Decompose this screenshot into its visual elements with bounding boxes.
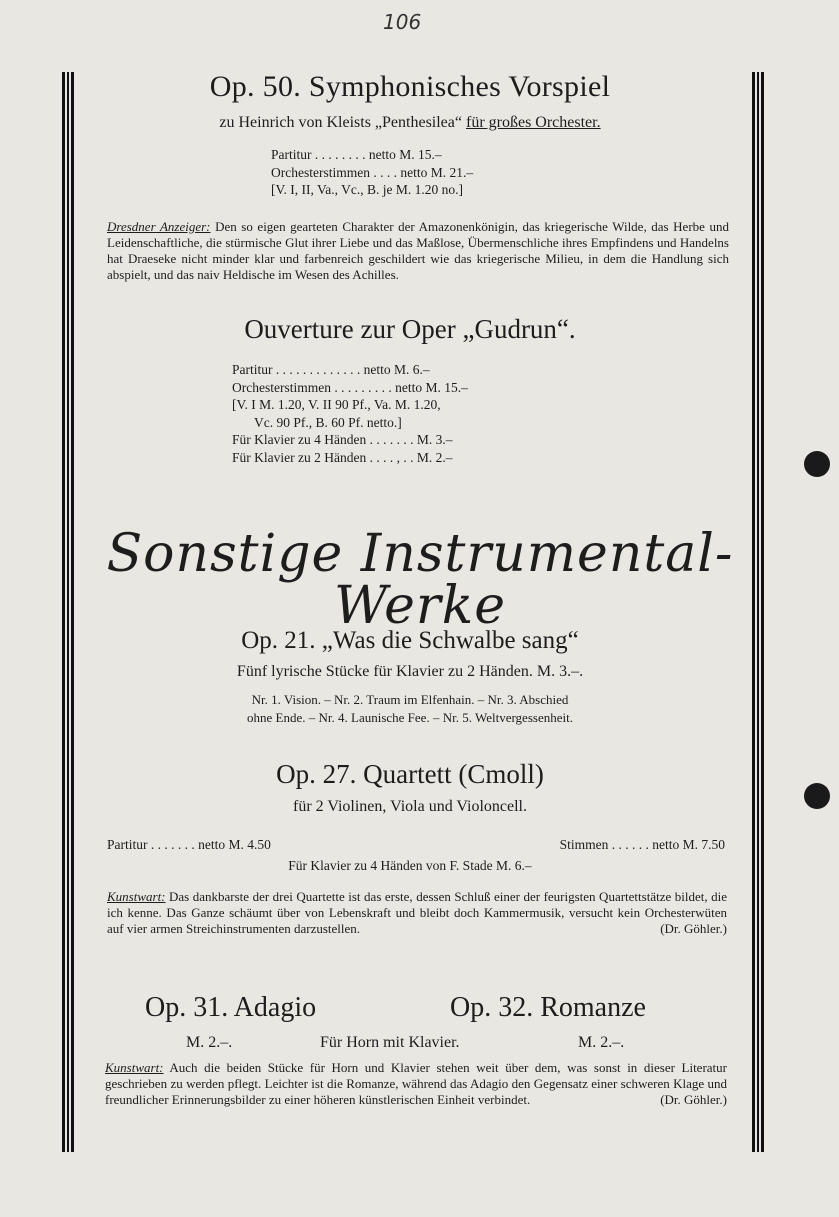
price-row: Partitur . . . . . . . . . . . . . netto M. 6.– (232, 362, 430, 377)
op27-subtitle: für 2 Violinen, Viola und Violoncell. (293, 798, 527, 815)
op27-review (107, 889, 727, 937)
price-row: [V. I, II, Va., Vc., B. je M. 1.20 no.] (271, 182, 463, 197)
punch-hole (804, 451, 830, 477)
review-source: Kunstwart: (107, 889, 166, 904)
op50-subtitle-text: zu Heinrich von Kleists „Penthesilea“ (219, 114, 462, 131)
price-row: Vc. 90 Pf., B. 60 Pf. netto.] (254, 414, 402, 430)
price-row: Für Klavier zu 4 Händen . . . . . . . M. 3.– (232, 432, 453, 447)
section-heading: Sonstige Instrumental-Werke (106, 524, 734, 636)
op27-klavier-row (100, 857, 720, 875)
review-text: Das dankbarste der drei Quartette ist das erste, dessen Schluß einer der feurigsten Quartettstätze bildet, die ich kenne. Das Ganze schäumt über von Lebenskraft und bleibt doch Kammermusik, versucht kein Orchesterwüten auf vier armen Streichinstrumenten darzustellen. (107, 889, 727, 936)
op32-title-block (450, 994, 646, 1022)
op21-title: Op. 21. „Was die Schwalbe sang“ (241, 627, 579, 654)
op50-title: Op. 50. Symphonisches Vorspiel (209, 70, 611, 103)
left-border-rule (67, 72, 69, 1152)
op21-pieces (100, 691, 720, 727)
punch-hole (804, 783, 830, 809)
gudrun-section (100, 316, 720, 343)
review-author: (Dr. Göhler.) (660, 921, 727, 936)
op32-price: M. 2.–. (578, 1034, 625, 1051)
gudrun-price-list (232, 361, 632, 466)
left-border-rule (62, 72, 65, 1152)
right-border-rule (761, 72, 764, 1152)
review-source: Kunstwart: (105, 1060, 164, 1075)
horn-line: Für Horn mit Klavier. (320, 1034, 460, 1051)
price-row: Partitur . . . . . . . . netto M. 15.– (271, 147, 442, 162)
review-text: Den so eigen gearteten Charakter der Amazonenkönigin, das kriegerische Wilde, das Herbe und Leidenschaftliche, die stürmische Glut ihrer Liebe und das Maßlose, Übermenschliche ihres Empfindens und Handelns hat Draeseke nicht minder klar und farbenreich geschildert wie das kriegerische Milieu, in dem die Handlung sich abspielt, und das naiv Heldische im Wesen des Achilles. (107, 219, 729, 282)
op31-title-block (145, 994, 316, 1022)
op50-section (100, 72, 720, 132)
gudrun-title: Ouverture zur Oper „Gudrun“. (244, 314, 576, 344)
op21-subtitle: Fünf lyrische Stücke für Klavier zu 2 Händen. M. 3.–. (236, 663, 584, 680)
op50-review (107, 219, 729, 283)
op27-klavier-price: Für Klavier zu 4 Händen von F. Stade M. 6.– (288, 858, 532, 873)
op27-partitur-price: Partitur . . . . . . . netto M. 4.50 (107, 837, 271, 852)
op27-price-row (107, 836, 725, 854)
price-row: [V. I M. 1.20, V. II 90 Pf., Va. M. 1.20, (232, 397, 441, 412)
review-text: Auch die beiden Stücke für Horn und Klavier stehen weit über dem, was sonst in dieser Literatur geschrieben zu werden pflegt. Leichter ist die Romanze, während das Adagio den Gegensatz einer schweren Klage und freundlicher Erinnerungsbilder zu einer höheren künstlerischen Einheit verbindet. (105, 1060, 727, 1107)
op27-stimmen-price: Stimmen . . . . . . netto M. 7.50 (559, 837, 725, 852)
op21-pieces-line: Nr. 1. Vision. – Nr. 2. Traum im Elfenhain. – Nr. 3. Abschied (251, 692, 569, 707)
price-row: Für Klavier zu 2 Händen . . . . , . . M. 2.– (232, 449, 453, 465)
op31-price: M. 2.–. (186, 1034, 233, 1051)
op32-title: Op. 32. Romanze (450, 992, 646, 1023)
left-border-rule (71, 72, 74, 1152)
op21-section (100, 628, 720, 727)
op50-subtitle (100, 114, 720, 132)
op27-section (100, 761, 720, 816)
price-row: Orchesterstimmen . . . . . . . . . netto M. 15.– (232, 379, 468, 395)
price-row: Orchesterstimmen . . . . netto M. 21.– (271, 164, 474, 180)
review-source: Dresdner Anzeiger: (107, 219, 211, 234)
op50-subtitle-underlined: für großes Orchester. (465, 114, 601, 131)
op27-title: Op. 27. Quartett (Cmoll) (276, 759, 544, 789)
op50-price-list (271, 146, 591, 199)
page-number: 106 (383, 10, 422, 34)
review-author: (Dr. Göhler.) (660, 1092, 727, 1107)
op31-title: Op. 31. Adagio (145, 992, 317, 1023)
section-heading-block (80, 524, 760, 636)
op31-32-review (105, 1060, 727, 1108)
op21-pieces-line: ohne Ende. – Nr. 4. Launische Fee. – Nr. 5. Weltvergessenheit. (247, 710, 573, 725)
